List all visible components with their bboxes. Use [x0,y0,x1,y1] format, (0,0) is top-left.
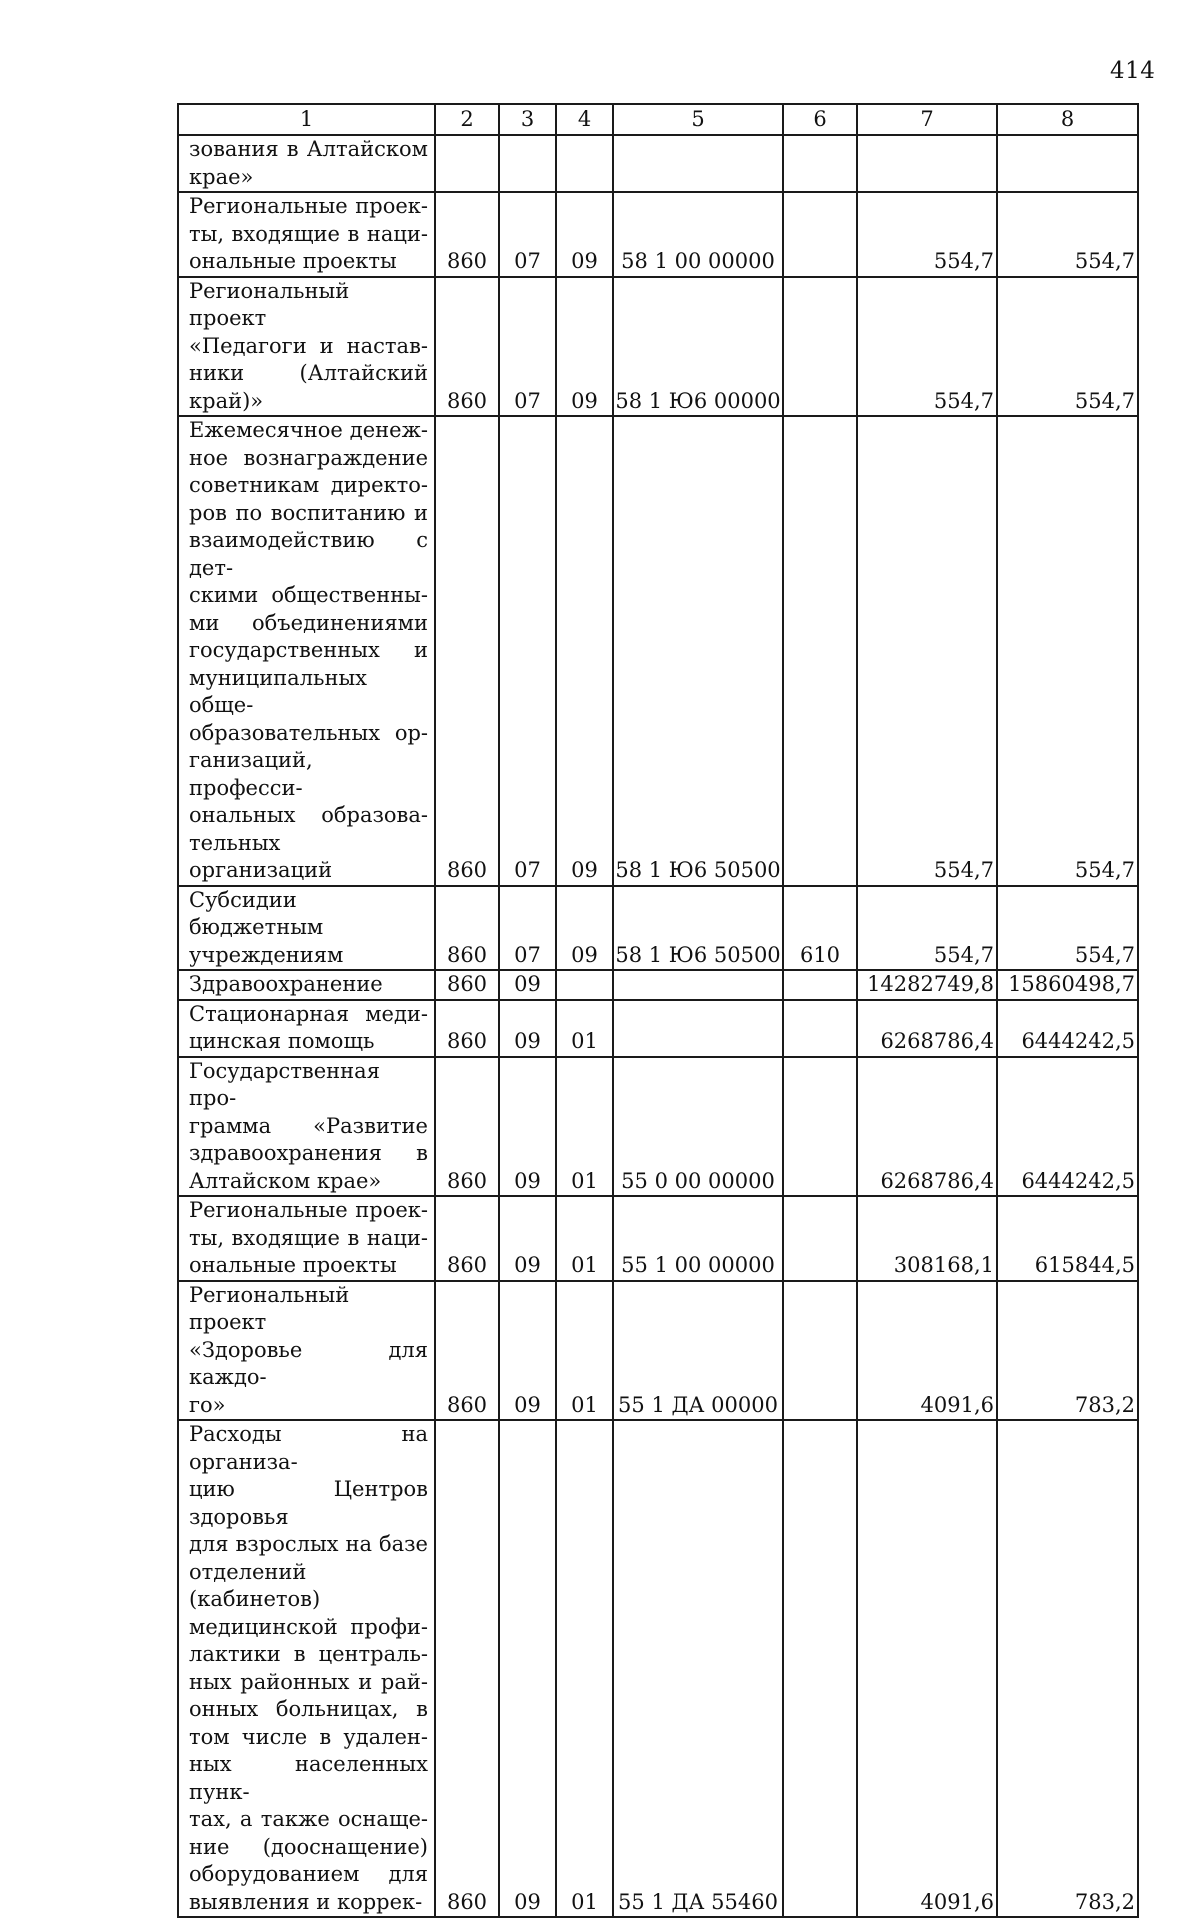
page-number: 414 [1110,58,1156,84]
item-name-line: «Здоровье для каждо- [189,1337,428,1389]
section-code-cell: 09 [499,1000,556,1057]
budget-table [177,103,1139,1918]
target-article-cell: 58 1 Ю6 00000 [613,277,783,417]
grbs-code-cell: 860 [435,1281,499,1421]
grbs-code-cell: 860 [435,1057,499,1197]
item-name-line: Региональный проект [189,278,350,330]
amount-year2-cell: 6444242,5 [997,1000,1138,1057]
amount-year1-cell: 554,7 [857,192,997,277]
table-row [178,135,1138,192]
header-cell: 5 [613,104,783,135]
table-row [178,1420,1138,1917]
item-name-line: цию Центров здоровья [189,1477,428,1529]
grbs-code-cell: 860 [435,970,499,1000]
table-row [178,886,1138,971]
amount-year2-cell [997,135,1138,192]
table-header-row [178,104,1138,135]
item-name-line: Региональные проек- [189,194,428,218]
item-name-line: ональных образова- [189,803,428,827]
subsection-code-cell: 09 [556,192,613,277]
section-code-cell: 09 [499,1196,556,1281]
section-code-cell [499,135,556,192]
amount-year2-cell: 783,2 [997,1420,1138,1917]
target-article-cell: 55 1 ДА 55460 [613,1420,783,1917]
expense-type-cell [783,277,857,417]
item-name-line: тельных организаций [189,830,333,882]
grbs-code-cell: 860 [435,416,499,886]
item-name-line: го» [189,1392,226,1417]
target-article-cell [613,135,783,192]
section-code-cell: 09 [499,1420,556,1917]
amount-year1-cell: 554,7 [857,277,997,417]
table-row [178,1057,1138,1197]
subsection-code-cell [556,970,613,1000]
section-code-cell: 07 [499,886,556,971]
table-row [178,192,1138,277]
expense-type-cell [783,1420,857,1917]
header-cell: 1 [178,104,435,135]
section-code-cell: 07 [499,277,556,417]
table-row [178,416,1138,886]
section-code-cell: 07 [499,416,556,886]
item-name-line: Региональный проект [189,1282,350,1334]
item-name-line: цинская помощь [189,1029,375,1053]
subsection-code-cell: 09 [556,886,613,971]
item-name-line: ных населенных пунк- [189,1752,428,1804]
amount-year2-cell: 6444242,5 [997,1057,1138,1197]
table-row [178,970,1138,1000]
item-name-line: ров по воспитанию и [189,500,428,525]
amount-year1-cell: 4091,6 [857,1420,997,1917]
amount-year1-cell: 6268786,4 [857,1000,997,1057]
header-cell: 6 [783,104,857,135]
table-row [178,1281,1138,1421]
amount-year2-cell: 15860498,7 [997,970,1138,1000]
header-cell: 3 [499,104,556,135]
item-name-line: крае» [189,164,254,189]
item-name-cell [178,886,435,971]
table-row [178,1000,1138,1057]
item-name-line: зования в Алтайском [189,137,428,161]
item-name-line: «Педагоги и настав- [189,333,428,358]
subsection-code-cell: 09 [556,416,613,886]
item-name-line: ние (дооснащение) [189,1834,428,1859]
item-name-line: ники (Алтайский [189,361,428,385]
amount-year1-cell: 308168,1 [857,1196,997,1281]
amount-year1-cell: 14282749,8 [857,970,997,1000]
item-name-line: ты, входящие в наци- [189,221,428,246]
item-name-line: оборудованием для [189,1862,428,1886]
item-name-line: Алтайском крае» [189,1168,382,1193]
item-name-line: взаимодействию с дет- [189,528,428,580]
section-code-cell: 09 [499,1281,556,1421]
item-name-line: ных районных и рай- [189,1669,428,1694]
grbs-code-cell: 860 [435,1420,499,1917]
item-name-cell [178,1057,435,1197]
grbs-code-cell: 860 [435,277,499,417]
target-article-cell [613,1000,783,1057]
amount-year1-cell: 554,7 [857,886,997,971]
table-row [178,1196,1138,1281]
item-name-line: ональные проекты [189,249,397,273]
item-name-line: советникам директо- [189,473,428,497]
item-name-line: выявления и коррек- [189,1889,423,1914]
section-code-cell: 07 [499,192,556,277]
item-name-line: Государственная про- [189,1058,380,1110]
item-name-line: здравоохранения в [189,1141,428,1165]
expense-type-cell [783,1057,857,1197]
item-name-line: Здравоохранение [189,972,383,996]
expense-type-cell [783,1196,857,1281]
header-cell: 8 [997,104,1138,135]
amount-year2-cell: 554,7 [997,416,1138,886]
item-name-cell [178,1000,435,1057]
item-name-line: ное вознаграждение [189,445,428,470]
subsection-code-cell [556,135,613,192]
amount-year1-cell: 6268786,4 [857,1057,997,1197]
grbs-code-cell: 860 [435,886,499,971]
item-name-line: отделений (кабинетов) [189,1559,321,1611]
subsection-code-cell: 01 [556,1281,613,1421]
item-name-line: Региональные проек- [189,1198,428,1222]
item-name-line: государственных и [189,638,428,662]
subsection-code-cell: 01 [556,1057,613,1197]
target-article-cell: 58 1 Ю6 50500 [613,416,783,886]
grbs-code-cell: 860 [435,192,499,277]
target-article-cell: 55 0 00 00000 [613,1057,783,1197]
item-name-line: ты, входящие в наци- [189,1225,428,1250]
header-cell: 2 [435,104,499,135]
item-name-cell [178,970,435,1000]
item-name-line: скими общественны- [189,583,428,607]
amount-year2-cell: 554,7 [997,886,1138,971]
item-name-line: муниципальных обще- [189,665,368,717]
item-name-line: тах, а также оснаще- [189,1807,428,1831]
item-name-line: том числе в удален- [189,1724,428,1749]
item-name-cell [178,277,435,417]
grbs-code-cell [435,135,499,192]
item-name-line: онных больницах, в [189,1697,428,1721]
subsection-code-cell: 01 [556,1420,613,1917]
target-article-cell: 58 1 Ю6 50500 [613,886,783,971]
item-name-line: ональные проекты [189,1253,397,1277]
grbs-code-cell: 860 [435,1000,499,1057]
item-name-cell [178,1420,435,1917]
item-name-cell [178,1281,435,1421]
item-name-line: край)» [189,388,264,413]
table-row [178,277,1138,417]
item-name-cell [178,135,435,192]
header-cell: 4 [556,104,613,135]
amount-year1-cell: 4091,6 [857,1281,997,1421]
item-name-line: образовательных ор- [189,720,428,745]
item-name-line: медицинской профи- [189,1614,428,1639]
item-name-line: Ежемесячное денеж- [189,418,428,442]
expense-type-cell [783,135,857,192]
target-article-cell: 58 1 00 00000 [613,192,783,277]
expense-type-cell [783,192,857,277]
item-name-cell [178,192,435,277]
item-name-cell [178,416,435,886]
subsection-code-cell: 09 [556,277,613,417]
header-cell: 7 [857,104,997,135]
item-name-line: Субсидии бюджетным [189,887,324,939]
subsection-code-cell: 01 [556,1000,613,1057]
item-name-cell [178,1196,435,1281]
expense-type-cell [783,1281,857,1421]
expense-type-cell: 610 [783,886,857,971]
grbs-code-cell: 860 [435,1196,499,1281]
amount-year2-cell: 615844,5 [997,1196,1138,1281]
expense-type-cell [783,416,857,886]
amount-year1-cell [857,135,997,192]
expense-type-cell [783,1000,857,1057]
section-code-cell: 09 [499,970,556,1000]
item-name-line: для взрослых на базе [189,1532,428,1556]
amount-year2-cell: 783,2 [997,1281,1138,1421]
item-name-line: учреждениям [189,942,344,967]
item-name-line: ми объединениями [189,610,428,635]
item-name-line: Стационарная меди- [189,1001,428,1026]
item-name-line: Расходы на организа- [189,1422,428,1474]
item-name-line: ганизаций, професси- [189,748,313,800]
amount-year2-cell: 554,7 [997,277,1138,417]
amount-year2-cell: 554,7 [997,192,1138,277]
target-article-cell: 55 1 ДА 00000 [613,1281,783,1421]
target-article-cell: 55 1 00 00000 [613,1196,783,1281]
item-name-line: грамма «Развитие [189,1113,428,1138]
amount-year1-cell: 554,7 [857,416,997,886]
subsection-code-cell: 01 [556,1196,613,1281]
target-article-cell [613,970,783,1000]
item-name-line: лактики в централь- [189,1642,428,1666]
expense-type-cell [783,970,857,1000]
section-code-cell: 09 [499,1057,556,1197]
